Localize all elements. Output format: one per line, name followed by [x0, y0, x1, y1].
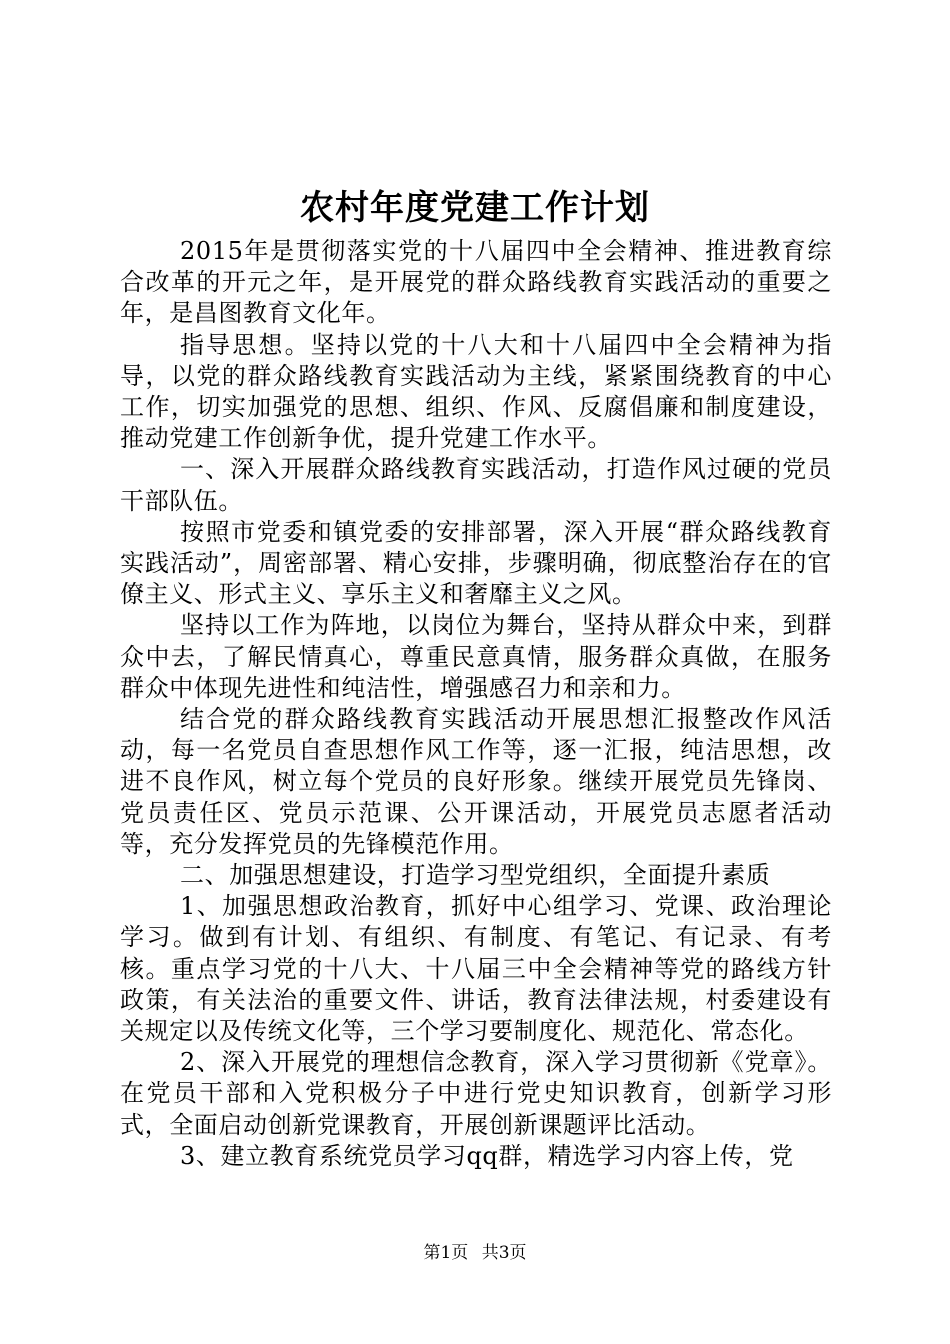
- page-footer: [0, 1242, 950, 1264]
- section-heading-2: 二、加强思想建设，打造学习型党组织，全面提升素质: [180, 861, 771, 890]
- page-number-current: 第1页: [423, 1243, 469, 1263]
- paragraph-item-2: 2、深入开展党的理想信念教育，深入学习贯彻新《党章》。在党员干部和入党积极分子中进行党史知识教育，创新学习形式，全面启动创新党课教育，开展创新课题评比活动。: [120, 1048, 832, 1139]
- paragraph-deployment: 按照市党委和镇党委的安排部署，深入开展“群众路线教育实践活动”，周密部署、精心安排，步骤明确，彻底整治存在的官僚主义、形式主义、享乐主义和奢靡主义之风。: [120, 517, 832, 609]
- paragraph-item-1: 1、加强思想政治教育，抓好中心组学习、党课、政治理论学习。做到有计划、有组织、有制度、有笔记、有记录、有考核。重点学习党的十八大、十八届三中全会精神等党的路线方针政策，有关法治的重要文件、讲话，教育法律法规，村委建设有关规定以及传统文化等，三个学习要制度化、规范化、常态化。: [120, 892, 832, 1046]
- document-body: [120, 236, 832, 1172]
- paragraph-reporting: 结合党的群众路线教育实践活动开展思想汇报整改作风活动，每一名党员自查思想作风工作等，逐一汇报，纯洁思想，改进不良作风，树立每个党员的良好形象。继续开展党员先锋岗、党员责任区、党员示范课、公开课活动，开展党员志愿者活动等，充分发挥党员的先锋模范作用。: [120, 705, 832, 858]
- paragraph-intro: 2015年是贯彻落实党的十八届四中全会精神、推进教育综合改革的开元之年，是开展党的群众路线教育实践活动的重要之年，是昌图教育文化年。: [120, 237, 832, 328]
- section-heading-1: 一、深入开展群众路线教育实践活动，打造作风过硬的党员干部队伍。: [120, 455, 832, 515]
- paragraph-guiding-ideology: 指导思想。坚持以党的十八大和十八届四中全会精神为指导，以党的群众路线教育实践活动为主线，紧紧围绕教育的中心工作，切实加强党的思想、组织、作风、反腐倡廉和制度建设，推动党建工作创新争优，提升党建工作水平。: [120, 330, 832, 453]
- document-title: 农村年度党建工作计划: [300, 188, 650, 228]
- paragraph-item-3: 3、建立教育系统党员学习qq群，精选学习内容上传，党: [180, 1141, 794, 1170]
- paragraph-work-position: 坚持以工作为阵地，以岗位为舞台，坚持从群众中来，到群众中去，了解民情真心，尊重民意真情，服务群众真做，在服务群众中体现先进性和纯洁性，增强感召力和亲和力。: [120, 611, 832, 702]
- page-number-total: 共3页: [481, 1243, 527, 1263]
